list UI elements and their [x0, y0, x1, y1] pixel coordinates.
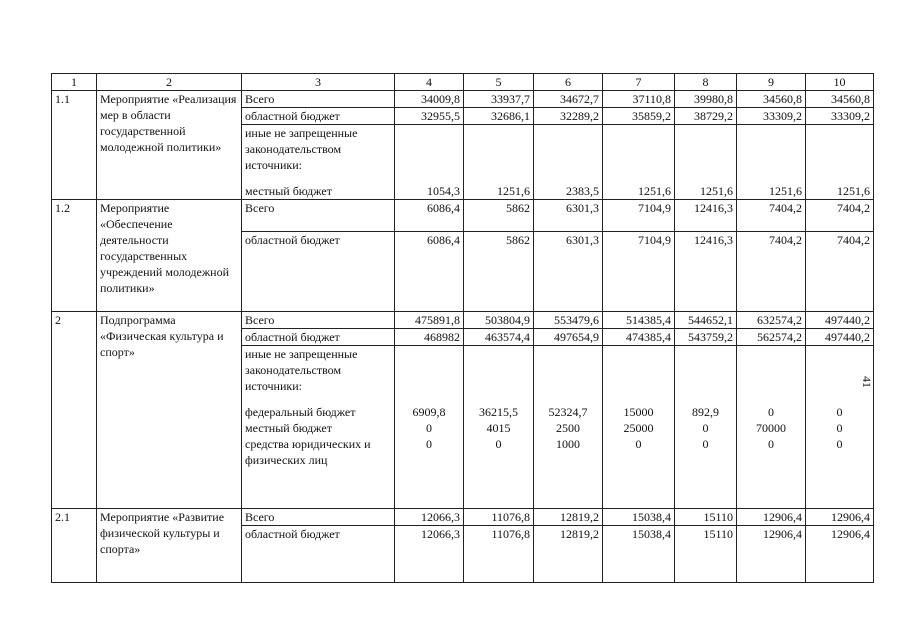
- amount-cell: 52324,7: [548, 404, 588, 419]
- amount-cell: 1000: [556, 436, 580, 451]
- amount-cell: 36215,5: [479, 404, 518, 419]
- amount-cell: 34560,8: [737, 91, 806, 108]
- amount-cell: 33937,7: [464, 91, 534, 108]
- item-name: Мероприятие «Развитие физической культуры и спорта»: [97, 508, 242, 582]
- amount-cell: 33309,2: [806, 108, 874, 125]
- amount-cell: 0: [836, 436, 843, 451]
- amount-cell: 12416,3: [675, 231, 737, 311]
- source-label: областной бюджет: [242, 231, 395, 311]
- item-number: 1.2: [52, 199, 97, 311]
- amount-cell: 4015: [486, 420, 511, 435]
- item-number: 1.1: [52, 91, 97, 200]
- source-label: федеральный бюджет: [245, 404, 356, 419]
- amount-cell: 7404,2: [737, 199, 806, 231]
- amount-cell: 12906,4: [806, 525, 874, 582]
- item-name: Мероприятие «Реализация мер в области государственной молодежной политики»: [97, 91, 242, 200]
- source-label: иные не запрещенные законодательством источники:: [242, 125, 395, 183]
- amount-cell: 34560,8: [806, 91, 874, 108]
- amount-cell: 32289,2: [534, 108, 603, 125]
- amount-cell: 12906,4: [737, 525, 806, 582]
- amount-cell: 497440,2: [806, 311, 874, 328]
- column-header: 9: [737, 74, 806, 91]
- column-header: 1: [52, 74, 97, 91]
- source-label: областной бюджет: [242, 525, 395, 582]
- item-name: Подпрограмма «Физическая культура и спорт»: [97, 311, 242, 508]
- amount-cell: 497654,9: [534, 328, 603, 345]
- amount-cell: 37110,8: [603, 91, 675, 108]
- amount-cell: 475891,8: [395, 311, 464, 328]
- column-header: 10: [806, 74, 874, 91]
- amount-cell: 514385,4: [603, 311, 675, 328]
- column-header: 8: [675, 74, 737, 91]
- amount-cell: 15038,4: [603, 508, 675, 525]
- amount-cell: 474385,4: [603, 328, 675, 345]
- amount-cell: 70000: [756, 420, 786, 435]
- column-header: 7: [603, 74, 675, 91]
- amount-cell: 12906,4: [806, 508, 874, 525]
- amount-cell: 1251,6: [603, 183, 675, 200]
- source-label: Всего: [242, 91, 395, 108]
- amount-cell: 15000: [623, 404, 654, 419]
- amount-cell: 6301,3: [534, 231, 603, 311]
- amount-cell: 34672,7: [534, 91, 603, 108]
- amount-cell: 7404,2: [737, 231, 806, 311]
- amount-cell: 34009,8: [395, 91, 464, 108]
- item-name: Мероприятие «Обеспечение деятельности государственных учреждений молодежной политики»: [97, 199, 242, 311]
- amount-cell: 12066,3: [395, 508, 464, 525]
- amount-cell: 544652,1: [675, 311, 737, 328]
- amount-cell: 1251,6: [464, 183, 534, 200]
- amount-cell: 0: [836, 420, 843, 435]
- source-label: местный бюджет: [245, 420, 332, 435]
- column-header: 6: [534, 74, 603, 91]
- amount-cell: 0: [768, 436, 774, 451]
- amount-cell: 25000: [623, 420, 654, 435]
- amount-cell: 33309,2: [737, 108, 806, 125]
- amount-cell: 7404,2: [806, 199, 874, 231]
- source-label: Всего: [242, 199, 395, 231]
- amount-cell: 463574,4: [464, 328, 534, 345]
- column-header: 4: [395, 74, 464, 91]
- table-row: [52, 199, 874, 231]
- amount-cell: 32686,1: [464, 108, 534, 125]
- amount-cell: 11076,8: [464, 525, 534, 582]
- column-header: 3: [242, 74, 395, 91]
- amount-cell: 0: [495, 436, 502, 451]
- table-header-row: [52, 74, 874, 91]
- amount-cell: 12819,2: [534, 508, 603, 525]
- amount-cell: 35859,2: [603, 108, 675, 125]
- amount-cell: 1251,6: [806, 183, 874, 200]
- amount-cell: 1251,6: [737, 183, 806, 200]
- amount-cell: 12416,3: [675, 199, 737, 231]
- source-label: Всего: [242, 311, 395, 328]
- amount-cell: 6086,4: [395, 199, 464, 231]
- amount-cell: 12819,2: [534, 525, 603, 582]
- amount-cell: 562574,2: [737, 328, 806, 345]
- amount-cell: 6086,4: [395, 231, 464, 311]
- source-label: иные не запрещенные законодательством источники:: [245, 346, 358, 393]
- amount-cell: 32955,5: [395, 108, 464, 125]
- amount-cell: 892,9: [692, 404, 719, 419]
- amount-cell: 0: [635, 436, 642, 451]
- amount-cell: 15038,4: [603, 525, 675, 582]
- amount-cell: 7404,2: [806, 231, 874, 311]
- amount-cell: 6909,8: [412, 404, 446, 419]
- budget-table: [51, 73, 874, 583]
- source-label: средства юридических и физических лиц: [245, 436, 371, 467]
- table-row: [52, 311, 874, 328]
- item-number: 2.1: [52, 508, 97, 582]
- amount-cell: 0: [426, 436, 432, 451]
- source-label: местный бюджет: [242, 183, 395, 200]
- amount-cell: 553479,6: [534, 311, 603, 328]
- amount-cell: 11076,8: [464, 508, 534, 525]
- amount-cell: 2383,5: [534, 183, 603, 200]
- amount-cell: 0: [702, 420, 709, 435]
- column-header: 2: [97, 74, 242, 91]
- table-row: [52, 91, 874, 108]
- amount-cell: 38729,2: [675, 108, 737, 125]
- amount-cell: 497440,2: [806, 328, 874, 345]
- source-label: Всего: [242, 508, 395, 525]
- amount-cell: 0: [836, 404, 843, 419]
- amount-cell: 632574,2: [737, 311, 806, 328]
- amount-cell: 7104,9: [603, 199, 675, 231]
- amount-cell: 1054,3: [395, 183, 464, 200]
- amount-cell: 543759,2: [675, 328, 737, 345]
- source-label: областной бюджет: [242, 328, 395, 345]
- amount-cell: 0: [702, 436, 709, 451]
- page-number: 41: [860, 376, 874, 388]
- amount-cell: 6301,3: [534, 199, 603, 231]
- amount-cell: 12066,3: [395, 525, 464, 582]
- amount-cell: 15110: [675, 525, 737, 582]
- amount-cell: 15110: [675, 508, 737, 525]
- amount-cell: 5862: [464, 231, 534, 311]
- amount-cell: 5862: [464, 199, 534, 231]
- amount-cell: 0: [426, 420, 432, 435]
- amount-cell: 2500: [556, 420, 580, 435]
- amount-cell: 12906,4: [737, 508, 806, 525]
- amount-cell: 7104,9: [603, 231, 675, 311]
- column-header: 5: [464, 74, 534, 91]
- amount-cell: 39980,8: [675, 91, 737, 108]
- amount-cell: 503804,9: [464, 311, 534, 328]
- table-row: [52, 508, 874, 525]
- amount-cell: 0: [768, 404, 774, 419]
- source-label: областной бюджет: [242, 108, 395, 125]
- amount-cell: 468982: [395, 328, 464, 345]
- amount-cell: 1251,6: [675, 183, 737, 200]
- item-number: 2: [52, 311, 97, 508]
